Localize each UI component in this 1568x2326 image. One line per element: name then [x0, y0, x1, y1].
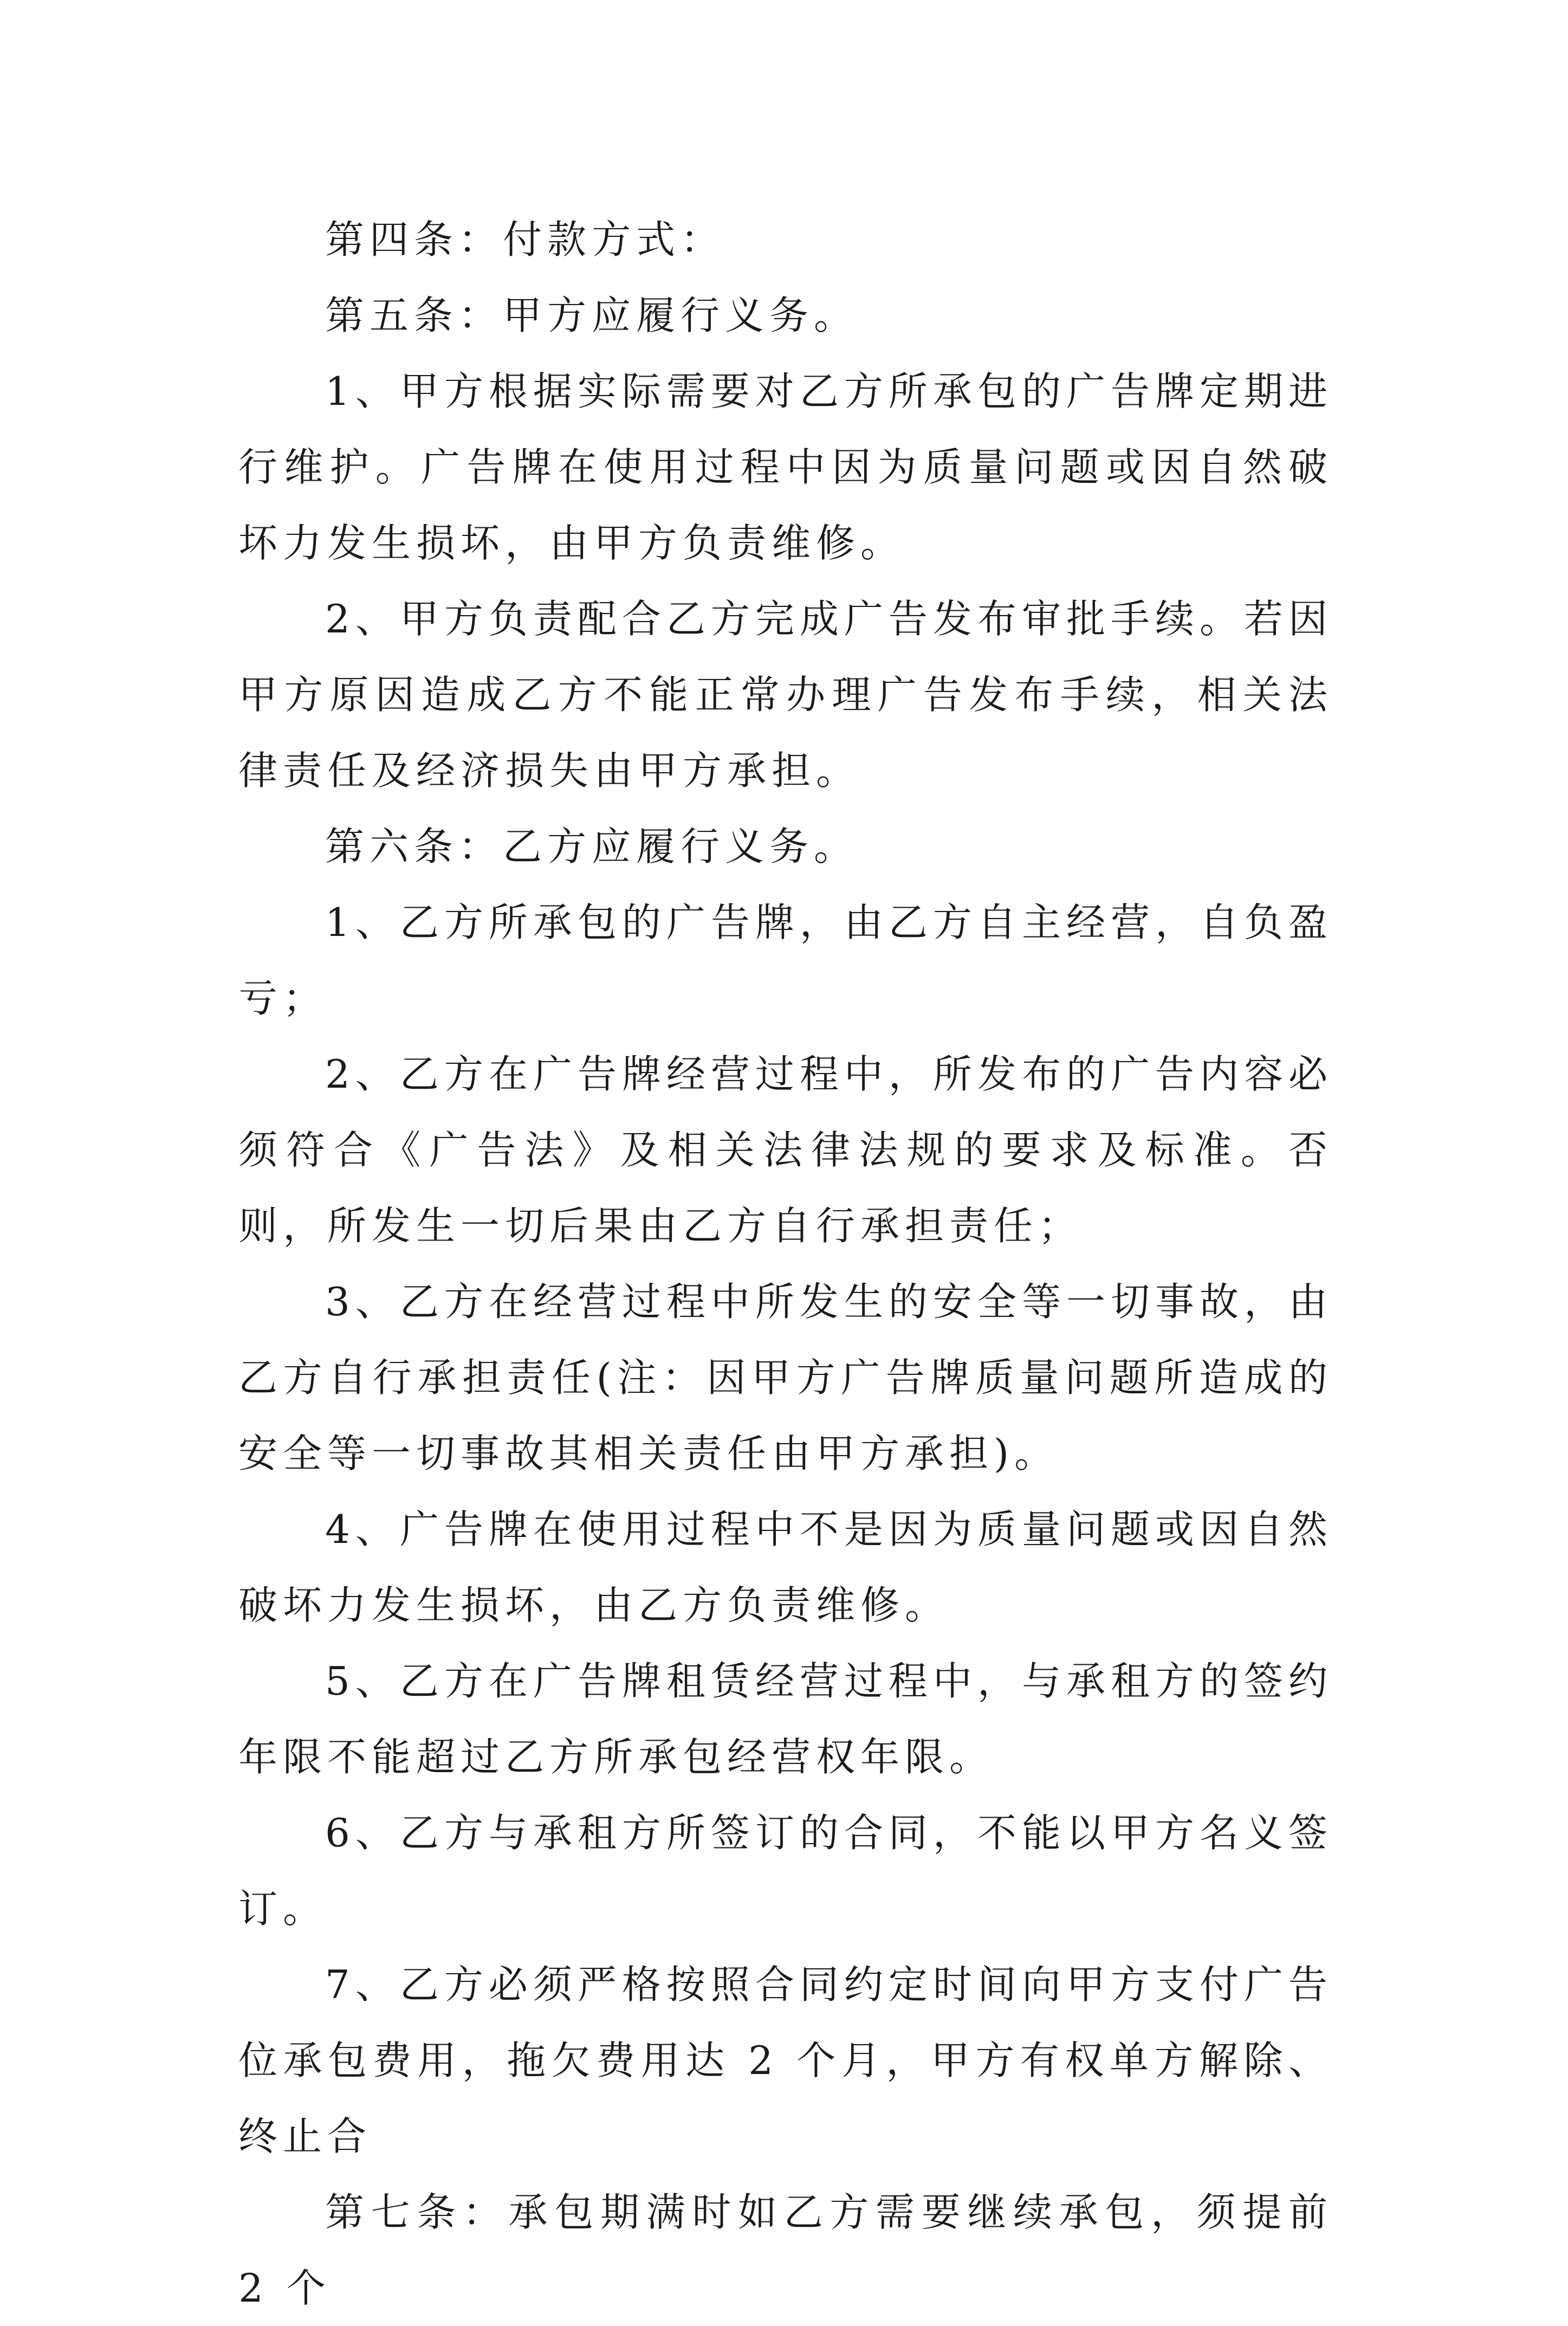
clause-5-item-1: 1、甲方根据实际需要对乙方所承包的广告牌定期进行维护。广告牌在使用过程中因为质量问题或因自然破坏力发生损坏，由甲方负责维修。	[238, 369, 1333, 566]
document-body	[238, 202, 1333, 2326]
clause-4-heading: 第四条：付款方式：	[325, 217, 725, 262]
clause-6-item-7: 7、乙方必须严格按照合同约定时间向甲方支付广告位承包费用，拖欠费用达 2 个月，甲方有权单方解除、终止合	[238, 1962, 1333, 2159]
clause-5-heading: 第五条：甲方应履行义务。	[325, 293, 859, 338]
clause-6-item-2: 2、乙方在广告牌经营过程中，所发布的广告内容必须符合《广告法》及相关法律法规的要求及标准。否则，所发生一切后果由乙方自行承担责任；	[238, 1051, 1333, 1249]
clause-5-item-2: 2、甲方负责配合乙方完成广告发布审批手续。若因甲方原因造成乙方不能正常办理广告发布手续，相关法律责任及经济损失由甲方承担。	[238, 596, 1333, 793]
clause-6-item-5: 5、乙方在广告牌租赁经营过程中，与承租方的签约年限不能超过乙方所承包经营权年限。	[238, 1658, 1333, 1780]
clause-6-item-6: 6、乙方与承租方所签订的合同，不能以甲方名义签订。	[238, 1810, 1333, 1931]
clause-6-heading: 第六条：乙方应履行义务。	[325, 824, 859, 869]
clause-7-heading: 第七条：承包期满时如乙方需要继续承包，须提前 2 个	[238, 2189, 1333, 2311]
clause-6-item-1: 1、乙方所承包的广告牌，由乙方自主经营，自负盈亏；	[238, 900, 1333, 1021]
clause-6-item-4: 4、广告牌在使用过程中不是因为质量问题或因自然破坏力发生损坏，由乙方负责维修。	[238, 1507, 1333, 1628]
clause-6-item-3: 3、乙方在经营过程中所发生的安全等一切事故，由乙方自行承担责任(注：因甲方广告牌质量问题所造成的安全等一切事故其相关责任由甲方承担)。	[238, 1279, 1333, 1476]
